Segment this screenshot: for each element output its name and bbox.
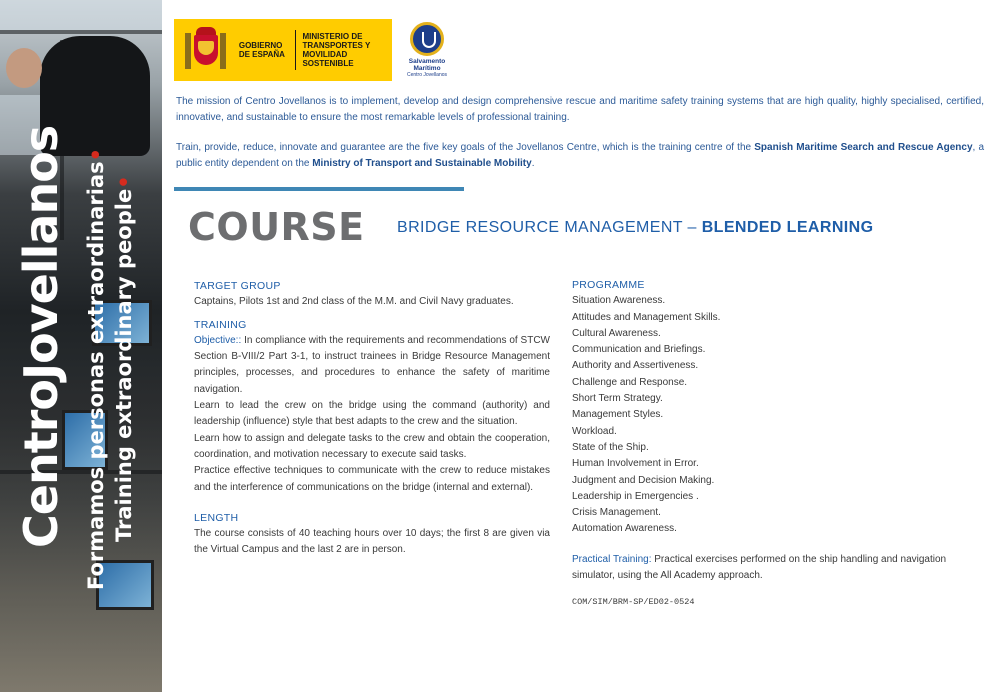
document-code: COM/SIM/BRM-SP/ED02-0524 <box>572 597 695 608</box>
left-column <box>194 278 550 559</box>
programme-item: Automation Awareness. <box>572 523 677 535</box>
training-heading: TRAINING <box>194 318 247 331</box>
training-item-delegate: Learn how to assign and delegate tasks to the crew and obtain the cooperation, coordination, and motivation necessary to execute said tasks. <box>194 432 550 460</box>
programme-item: Human Involvement in Error. <box>572 458 699 470</box>
government-logo <box>174 19 392 81</box>
programme-item: Short Term Strategy. <box>572 393 663 405</box>
length-heading: LENGTH <box>194 511 239 524</box>
target-group-text: Captains, Pilots 1st and 2nd class of the M.M. and Civil Navy graduates. <box>194 296 514 308</box>
gobierno-text: GOBIERNO DE ESPAÑA <box>238 41 285 59</box>
salvamento-emblem-icon <box>410 22 444 56</box>
course-heading: COURSE <box>188 205 365 249</box>
coat-of-arms-icon <box>184 27 227 73</box>
intro-text <box>176 94 984 172</box>
programme-item: Crisis Management. <box>572 507 661 519</box>
programme-item: Attitudes and Management Skills. <box>572 311 721 323</box>
slogan-spanish: Formamos personas extraordinarias• <box>84 147 108 590</box>
length-text: The course consists of 40 teaching hours over 10 days; the first 8 are given via the Virtual Campus and the last 2 are in person. <box>194 528 550 556</box>
programme-item: Challenge and Response. <box>572 376 688 388</box>
practical-training: Practical Training: Practical exercises performed on the ship handling and navigation simulator, using the All Academy approach. <box>572 553 947 582</box>
programme-item: Situation Awareness. <box>572 295 666 307</box>
programme-item: Judgment and Decision Making. <box>572 474 715 486</box>
divider-rule <box>174 187 464 191</box>
salvamento-name: Salvamento Marítimo <box>408 58 446 72</box>
programme-item: Leadership in Emergencies . <box>572 490 699 502</box>
course-name: BRIDGE RESOURCE MANAGEMENT – BLENDED LEARNING <box>397 219 874 236</box>
programme-heading: PROGRAMME <box>572 279 645 291</box>
target-group-heading: TARGET GROUP <box>194 280 281 292</box>
programme-item: State of the Ship. <box>572 441 649 453</box>
programme-item: Workload. <box>572 425 617 437</box>
salvamento-subtitle: Centro Jovellanos <box>406 72 448 78</box>
training-item-communicate: Practice effective techniques to communicate with the crew to reduce mistakes and the interference of communications on the bridge (internal and external). <box>194 465 550 493</box>
brand-name: CentroJovellanos <box>14 125 68 548</box>
ministerio-text: MINISTERIO DE TRANSPORTES Y MOVILIDAD SOSTENIBLE <box>302 32 371 68</box>
right-column <box>572 277 952 611</box>
programme-list <box>572 293 952 537</box>
salvamento-logo <box>396 22 458 80</box>
programme-item: Authority and Assertiveness. <box>572 360 699 372</box>
training-item-lead: Learn to lead the crew on the bridge using the command (authority) and leadership (influence) style that best adapts to the crew and the situation. <box>194 400 550 428</box>
programme-item: Cultural Awareness. <box>572 327 661 339</box>
training-objective: Objective:: In compliance with the requirements and recommendations of STCW Section B-VIII/2 Part 3-1, to instruct trainees in Bridge Resource Management principles, processes, and procedures to enhance the safety of maritime navigation. <box>194 334 550 395</box>
goals-paragraph: Train, provide, reduce, innovate and guarantee are the five key goals of the Jovellanos Centre, which is the training centre of the Spanish Maritime Search and Rescue Agency, a public entity dependent on the Ministry of Transport and Sustainable Mobility. <box>176 142 985 169</box>
slogan-english: Training extraordinary people• <box>112 175 136 542</box>
mission-paragraph: The mission of Centro Jovellanos is to implement, develop and design comprehensive rescue and maritime safety training systems that are high quality, highly specialised, certified, innovative, and sustainable to ensure the most remarkable levels of professional training. <box>176 96 984 123</box>
programme-item: Management Styles. <box>572 409 664 421</box>
programme-item: Communication and Briefings. <box>572 344 706 356</box>
